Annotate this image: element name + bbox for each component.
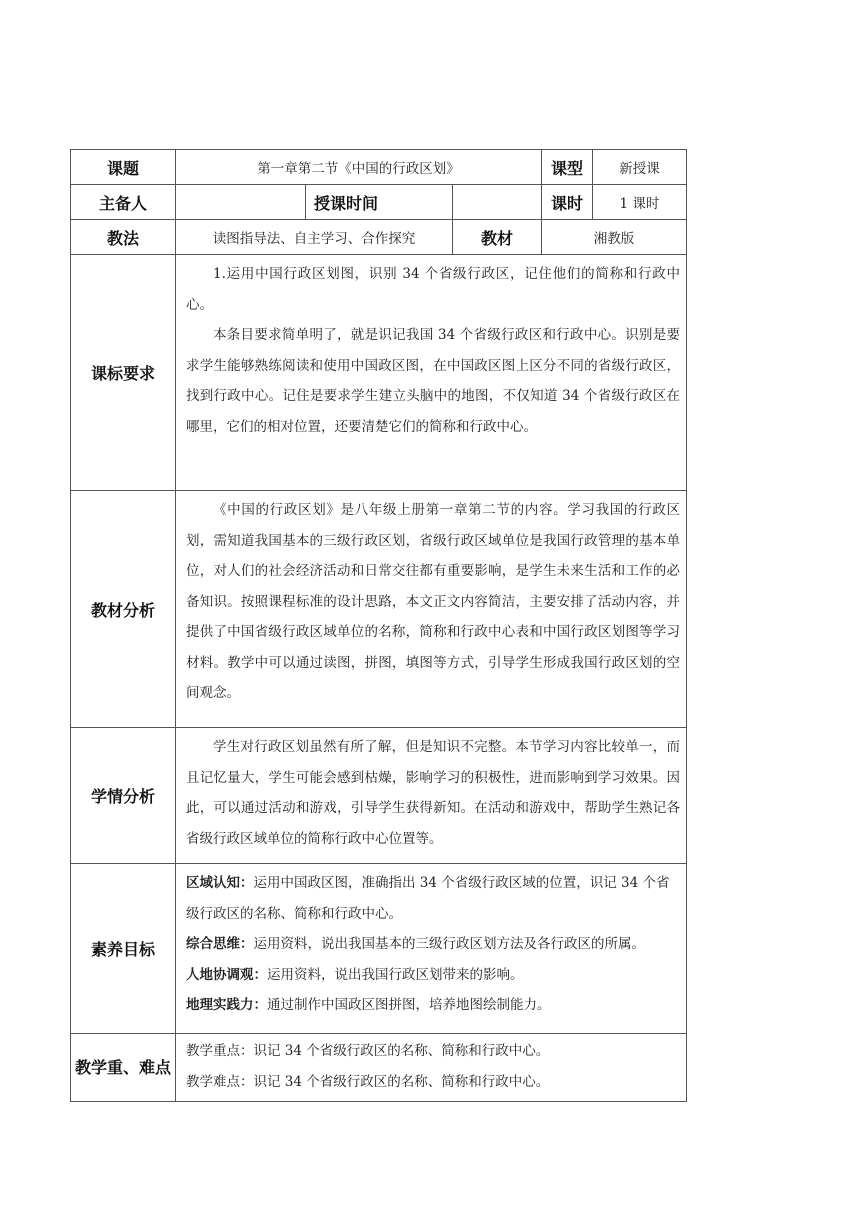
- textbook-value: 湘教版: [542, 220, 687, 255]
- period-label: 课时: [542, 185, 593, 220]
- row-material: [71, 491, 687, 728]
- row-method: [71, 220, 687, 255]
- goal-item: [186, 929, 680, 960]
- goal-item: [186, 990, 680, 1021]
- keypoints-label: 教学重、难点: [71, 1034, 176, 1102]
- material-paragraph: 《中国的行政区划》是八年级上册第一章第二节的内容。学习我国的行政区划，需知道我国基本的三级行政区划，省级行政区域单位是我国行政管理的基本单位，对人们的社会经济活动和日常交往都有重要影响，是学生未来生活和工作的必备知识。按照课程标准的设计思路，本文正文内容简洁，主要安排了活动内容，并提供了中国省级行政区域单位的名称，简称和行政中心表和中国行政区划图等学习材料。教学中可以通过读图，拼图，填图等方式，引导学生形成我国行政区划的空间观念。: [186, 502, 680, 701]
- preparer-value: [176, 185, 306, 220]
- row-goals: [71, 864, 687, 1034]
- method-value: 读图指导法、自主学习、合作探究: [176, 220, 453, 255]
- key-point: 教学重点：识记 34 个省级行政区的名称、简称和行政中心。: [186, 1043, 550, 1059]
- students-label: 学情分析: [71, 728, 176, 864]
- row-preparer: [71, 185, 687, 220]
- row-students: [71, 728, 687, 864]
- curriculum-paragraph-1: 1.运用中国行政区划图，识别 34 个省级行政区，记住他们的简称和行政中心。: [186, 266, 680, 313]
- goal-text: 运用中国政区图，准确指出 34 个省级行政区域的位置，识记 34 个省级行政区的名称、简称和行政中心。: [186, 875, 670, 922]
- curriculum-label: 课标要求: [71, 255, 176, 491]
- students-content: [176, 728, 687, 864]
- goal-term: 区域认知：: [186, 875, 254, 891]
- topic-label: 课题: [71, 150, 176, 185]
- type-value: 新授课: [593, 150, 687, 185]
- period-value: 1 课时: [593, 185, 687, 220]
- curriculum-paragraph-2: 本条目要求简单明了，就是识记我国 34 个省级行政区和行政中心。识别是要求学生能够熟练阅读和使用中国政区图，在中国政区图上区分不同的省级行政区，找到行政中心。记住是要求学生建立头脑中的地图，不仅知道 34 个省级行政区在哪里，它们的相对位置，还要清楚它们的简称和行政中心。: [186, 327, 680, 435]
- row-curriculum: [71, 255, 687, 491]
- type-label: 课型: [542, 150, 593, 185]
- goal-text: 运用资料，说出我国基本的三级行政区划方法及各行政区的所属。: [253, 936, 645, 952]
- textbook-label: 教材: [453, 220, 542, 255]
- row-keypoints: [71, 1034, 687, 1102]
- students-paragraph: 学生对行政区划虽然有所了解，但是知识不完整。本节学习内容比较单一，而且记忆量大，学生可能会感到枯燥，影响学习的积极性，进而影响到学习效果。因此，可以通过活动和游戏，引导学生获得新知。在活动和游戏中，帮助学生熟记各省级行政区域单位的简称行政中心位置等。: [186, 739, 680, 847]
- method-label: 教法: [71, 220, 176, 255]
- time-value: [453, 185, 542, 220]
- goals-label: 素养目标: [71, 864, 176, 1034]
- topic-value: 第一章第二节《中国的行政区划》: [176, 150, 542, 185]
- keypoints-content: [176, 1034, 687, 1102]
- goal-term: 综合思维：: [186, 936, 254, 952]
- goal-text: 运用资料，说出我国行政区划带来的影响。: [267, 966, 524, 983]
- goal-item: [186, 960, 680, 991]
- goals-content: [176, 864, 687, 1034]
- goal-term: 人地协调观：: [186, 966, 267, 983]
- time-label: 授课时间: [306, 185, 453, 220]
- difficult-point: 教学难点：识记 34 个省级行政区的名称、简称和行政中心。: [186, 1073, 550, 1090]
- goal-term: 地理实践力：: [186, 997, 267, 1013]
- row-topic: [71, 150, 687, 185]
- goal-text: 通过制作中国政区图拼图，培养地图绘制能力。: [267, 997, 551, 1013]
- lesson-plan-table: [70, 149, 687, 1102]
- preparer-label: 主备人: [71, 185, 176, 220]
- material-content: [176, 491, 687, 728]
- goal-item: [186, 868, 680, 929]
- material-label: 教材分析: [71, 491, 176, 728]
- curriculum-content: [176, 255, 687, 491]
